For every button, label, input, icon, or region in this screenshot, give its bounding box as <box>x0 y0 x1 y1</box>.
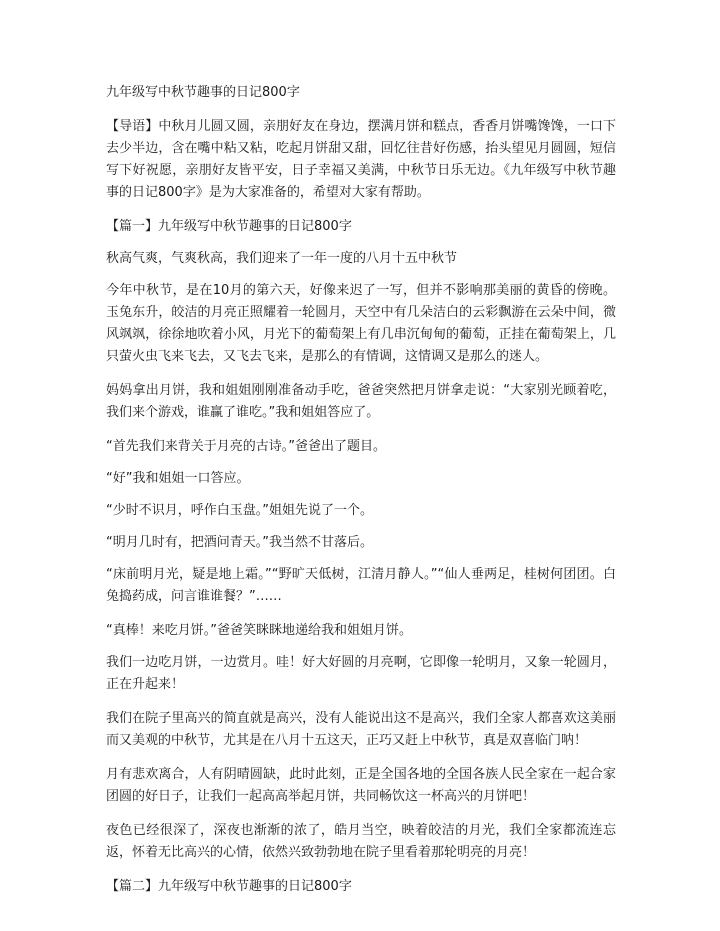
body-paragraph: 我们在院子里高兴的简直就是高兴，没有人能说出这不是高兴，我们全家人都喜欢这美丽而又美观的中秋节，尤其是在八月十五这天，正巧又赶上中秋节，真是双喜临门呐！ <box>106 711 616 748</box>
body-paragraph: 我们一边吃月饼，一边赏月。哇！好大好圆的月亮啊，它即像一轮明月，又象一轮圆月，正在升起来！ <box>106 655 616 692</box>
section-two-heading: 【篇二】九年级写中秋节趣事的日记800字 <box>106 879 352 894</box>
body-paragraph: “少时不识月，呼作白玉盘。”姐姐先说了一个。 <box>106 503 373 518</box>
body-paragraph: “真棒！来吃月饼。”爸爸笑眯眯地递给我和姐姐月饼。 <box>106 623 412 638</box>
section-one-heading: 【篇一】九年级写中秋节趣事的日记800字 <box>106 219 352 234</box>
body-paragraph: “明月几时有，把酒问青天。”我当然不甘落后。 <box>106 535 373 550</box>
intro-paragraph: 【导语】中秋月儿圆又圆，亲朋好友在身边，摆满月饼和糕点，香香月饼嘴馋馋，一口下去少半边，含在嘴中粘又粘，吃起月饼甜又甜，回忆往昔好伤感，抬头望见月圆圆，短信写下好祝愿，亲朋好友皆平安，日子幸福又美满，中秋节日乐无边。《九年级写中秋节趣事的日记800字》是为大家准备的，希望对大家有帮助。 <box>106 119 616 200</box>
body-paragraph: 妈妈拿出月饼，我和姐姐刚刚准备动手吃，爸爸突然把月饼拿走说：“大家别光顾着吃，我们来个游戏，谁赢了谁吃。”我和姐姐答应了。 <box>106 383 616 420</box>
body-paragraph: 夜色已经很深了，深夜也渐渐的浓了，皓月当空，映着皎洁的月光，我们全家都流连忘返，怀着无比高兴的心情，依然兴致勃勃地在院子里看着那轮明亮的月亮！ <box>106 823 616 860</box>
body-paragraph: 秋高气爽，气爽秋高，我们迎来了一年一度的八月十五中秋节 <box>106 251 458 266</box>
body-paragraph: “首先我们来背关于月亮的古诗。”爸爸出了题目。 <box>106 439 386 454</box>
body-paragraph: 月有悲欢离合，人有阴晴圆缺，此时此刻，正是全国各地的全国各族人民全家在一起合家团圆的好日子，让我们一起高高举起月饼，共同畅饮这一杯高兴的月饼吧！ <box>106 767 616 804</box>
body-paragraph: “好”我和姐姐一口答应。 <box>106 471 250 486</box>
body-paragraph: “床前明月光，疑是地上霜。”“野旷天低树，江清月静人。”“仙人垂两足，桂树何团团。白兔捣药成，问言谁谁餐？”…… <box>106 567 616 604</box>
document-title: 九年级写中秋节趣事的日记800字 <box>106 85 300 100</box>
body-paragraph: 今年中秋节，是在10月的第六天，好像来迟了一写，但并不影响那美丽的黄昏的傍晚。玉兔东升，皎洁的月亮正照耀着一轮圆月，天空中有几朵洁白的云彩飘游在云朵中间，微风飒飒，徐徐地吹着小风，月光下的葡萄架上有几串沉甸甸的葡萄，正挂在葡萄架上，几只萤火虫飞来飞去，又飞去飞来，是那么的有情调，这情调又是那么的迷人。 <box>106 283 616 364</box>
